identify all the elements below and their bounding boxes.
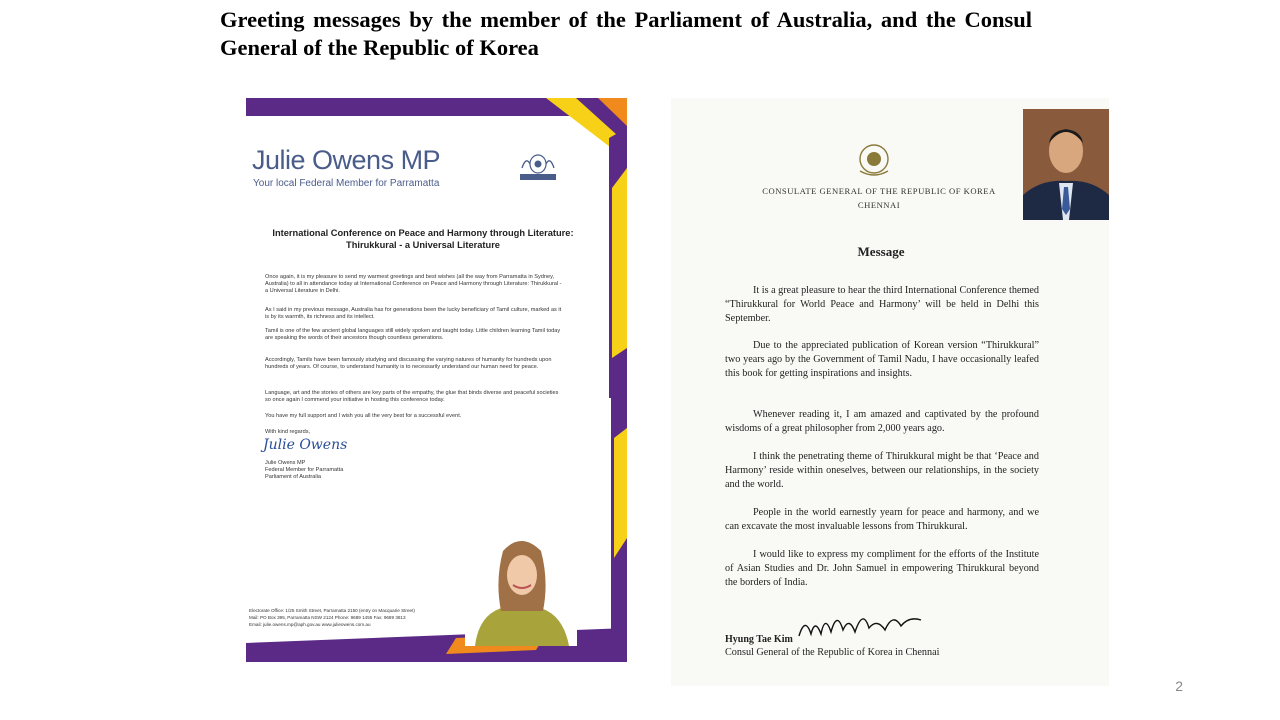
- letter-regards: With kind regards,: [265, 429, 311, 435]
- letter-paragraph: Language, art and the stories of others are key parts of the empathy, the glue that binds diverse and peaceful societies so once again I commend your initiative in hosting this conference today.: [265, 390, 559, 403]
- slide-title: Greeting messages by the member of the Parliament of Australia, and the Consul General of the Republic of Korea: [220, 7, 1032, 60]
- handwritten-signature: Julie Owens: [263, 437, 348, 453]
- letterhead-subtitle: Your local Federal Member for Parramatta: [253, 178, 440, 189]
- signer-name: Hyung Tae Kim: [725, 634, 793, 645]
- footer-address: Electorate Office: 1/25 Smith Street, Parramatta 2150 (entry on Macquarie Street): [249, 608, 415, 613]
- letter-paragraph: Once again, it is my pleasure to send my warmest greetings and best wishes (all the way from Parramatta in Sydney, Australia) to all in attendance today at International Conference on Peace and Harmony through Literature: Thirukkural - a Universal Literature in Delhi.: [265, 274, 562, 294]
- footer-mail: Mail: PO Box 395, Parramatta NSW 2124 Phone: 9689 1455 Fax: 9689 3813: [249, 615, 406, 620]
- message-paragraph: Whenever reading it, I am amazed and captivated by the profound wisdoms of a great philosopher from 2,000 years ago.: [725, 409, 1039, 434]
- message-paragraph: It is a great pleasure to hear the third International Conference themed “Thirukkural for World Peace and Harmony’ will be held in Delhi this September.: [725, 285, 1039, 324]
- julie-owens-portrait: [465, 531, 577, 646]
- letter-paragraph: Accordingly, Tamils have been famously studying and discussing the varying natures of humanity for hundreds upon hundreds of years. Of course, to understand humanity is to necessarily understand our human need for peace.: [265, 357, 552, 370]
- letterhead-name: Julie Owens MP: [252, 145, 441, 175]
- handwritten-signature: [797, 606, 927, 646]
- letter-paragraph: You have my full support and I wish you all the very best for a successful event.: [265, 413, 462, 419]
- footer-email: Email: julie.owens.mp@aph.gov.au www.julieowens.com.au: [249, 622, 371, 627]
- letter-korean-consul: [671, 98, 1109, 686]
- consulate-name: CONSULATE GENERAL OF THE REPUBLIC OF KOREA: [762, 186, 996, 196]
- slide-number: 2: [1175, 678, 1183, 694]
- message-paragraph: People in the world earnestly yearn for peace and harmony, and we can excavate the most invaluable lessons from Thirukkural.: [725, 507, 1039, 532]
- message-paragraph: I would like to express my compliment for the efforts of the Institute of Asian Studies and Dr. John Samuel in empowering Thirukkural beyond the borders of India.: [725, 549, 1039, 588]
- consulate-header: [711, 184, 1047, 212]
- letter-julie-owens: [246, 98, 627, 662]
- korea-emblem-icon: [854, 141, 894, 181]
- message-heading: Message: [857, 244, 905, 259]
- signer-name: Julie Owens MP: [265, 460, 306, 466]
- letter-heading: International Conference on Peace and Harmony through Literature: Thirukkural - a Universal Literature: [272, 228, 574, 250]
- consul-portrait: [1023, 109, 1109, 220]
- message-paragraph: I think the penetrating theme of Thirukkural might be that ‘Peace and Harmony’ reside within oneselves, between our relationships, in the society and the world.: [725, 451, 1039, 490]
- letter-paragraph: As I said in my previous message, Australia has for generations been the lucky beneficiary of Tamil culture, marked as it is by its warmth, its richness and its intellect.: [265, 307, 562, 320]
- signer-org: Parliament of Australia: [265, 474, 321, 480]
- signer-block: [265, 460, 343, 481]
- message-paragraph: Due to the appreciated publication of Korean version “Thirukkural” two years ago by the Government of Tamil Nadu, I have occasionally leafed this book for getting inspirations and insights.: [725, 340, 1039, 379]
- consulate-city: CHENNAI: [857, 200, 901, 210]
- letter-paragraph: Tamil is one of the few ancient global languages still widely spoken and taught today. Little children learning Tamil today are speaking the words of their ancestors though countless generations.: [265, 328, 561, 341]
- letter-footer: [249, 607, 469, 628]
- signer-title: Federal Member for Parramatta: [265, 467, 344, 473]
- signer-title: Consul General of the Republic of Korea in Chennai: [725, 647, 940, 658]
- australia-coat-of-arms-icon: [516, 150, 560, 184]
